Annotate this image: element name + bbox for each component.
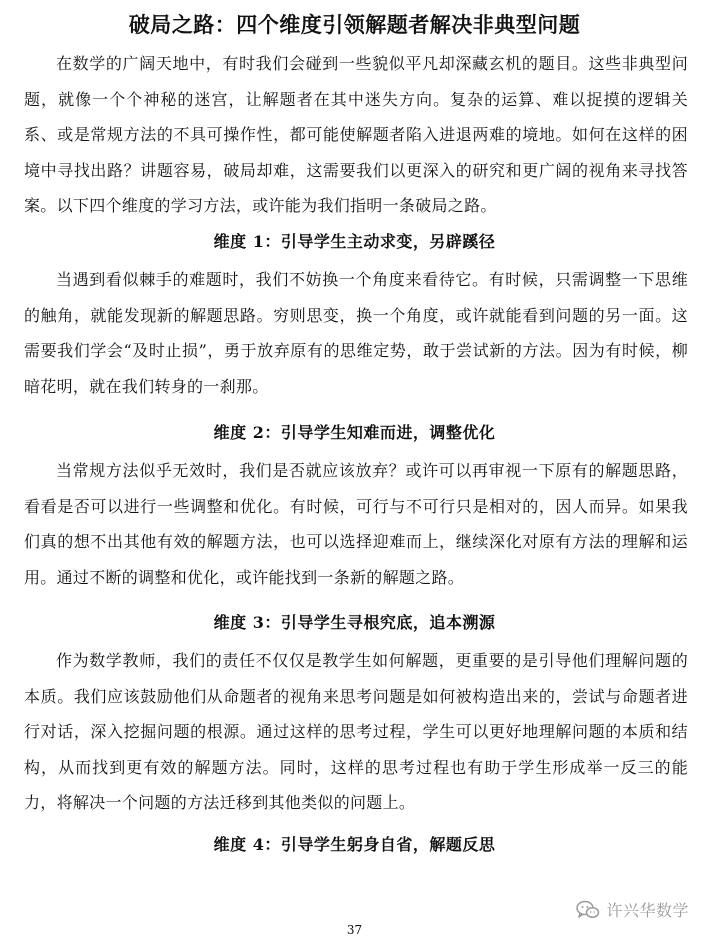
wechat-icon (576, 900, 600, 920)
section-body-3: 作为数学教师，我们的责任不仅仅是教学生如何解题，更重要的是引导他们理解问题的本质。我们应该鼓励他们从命题者的视角来思考问题是如何被构造出来的，尝试与命题者进行对话，深入挖掘问题的根源。通过这样的思考过程，学生可以更好地理解问题的本质和结构，从而找到更有效的解题方法。同时，这样的思考过程也有助于学生形成举一反三的能力，将解决一个问题的方法迁移到其他类似的问题上。 (24, 651, 688, 812)
page-title: 破局之路：四个维度引领解题者解决非典型问题 (128, 13, 581, 37)
section-body-1: 当遇到看似棘手的难题时，我们不妨换一个角度来看待它。有时候，只需调整一下思维的触角，就能发现新的解题思路。穷则思变，换一个角度，或许就能看到问题的另一面。这需要我们学会“及时止损”，勇于放弃原有的思维定势，敢于尝试新的方法。因为有时候，柳暗花明，就在我们转身的一刹那。 (24, 270, 688, 396)
section-body-2: 当常规方法似乎无效时，我们是否就应该放弃？或许可以再审视一下原有的解题思路，看看是否可以进行一些调整和优化。有时候，可行与不可行只是相对的，因人而异。如果我们真的想不出其他有效的解题方法，也可以选择迎难而上，继续深化对原有方法的理解和运用。通过不断的调整和优化，或许能找到一条新的解题之路。 (24, 461, 688, 587)
watermark-text: 许兴华数学 (606, 901, 689, 920)
section-heading-2: 维度 2：引导学生知难而进，调整优化 (213, 423, 496, 442)
section-heading-3: 维度 3：引导学生寻根究底，追本溯源 (213, 613, 496, 632)
watermark (576, 898, 689, 921)
section-heading-4: 维度 4：引导学生躬身自省，解题反思 (213, 835, 496, 854)
page-number: 37 (346, 923, 363, 937)
intro-paragraph: 在数学的广阔天地中，有时我们会碰到一些貌似平凡却深藏玄机的题目。这些非典型问题，就像一个个神秘的迷宫，让解题者在其中迷失方向。复杂的运算、难以捉摸的逻辑关系、或是常规方法的不具可操作性，都可能使解题者陷入进退两难的境地。如何在这样的困境中寻找出路？讲题容易，破局却难，这需要我们以更深入的研究和更广阔的视角来寻找答案。以下四个维度的学习方法，或许能为我们指明一条破局之路。 (24, 54, 688, 215)
section-heading-1: 维度 1：引导学生主动求变，另辟蹊径 (213, 232, 496, 251)
